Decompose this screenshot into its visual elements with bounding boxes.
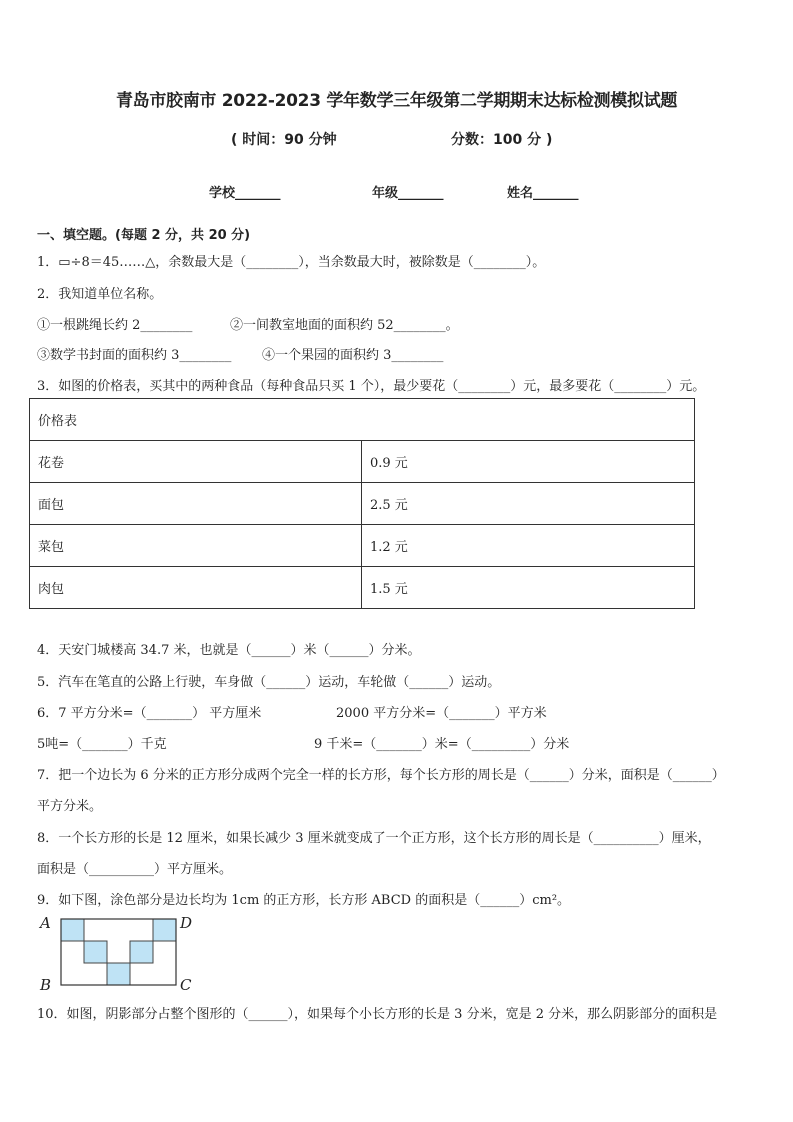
question-6-part-1: 6．7 平方分米=（_______） 平方厘米: [37, 706, 262, 721]
question-2-part-1: ①一根跳绳长约 2________: [37, 318, 193, 333]
question-6-part-2: 2000 平方分米=（_______）平方米: [336, 706, 547, 721]
question-6-part-3: 5吨=（_______）千克: [37, 737, 167, 752]
table-cell-price: 1.5 元: [362, 567, 695, 609]
question-8: 8．一个长方形的长是 12 厘米，如果长减少 3 厘米就变成了一个正方形，这个长方形的周长是（__________）厘米，: [37, 831, 711, 846]
exam-time: ( 时间：90 分钟: [231, 132, 337, 148]
question-8-continued: 面积是（__________）平方厘米。: [37, 862, 233, 877]
grade-field: 年级_______: [372, 186, 444, 201]
question-2-part-2: ②一间教室地面的面积约 52________。: [230, 318, 459, 333]
question-7: 7．把一个边长为 6 分米的正方形分成两个完全一样的长方形，每个长方形的周长是（______）分米，面积是（______）: [37, 768, 725, 783]
table-cell-price: 2.5 元: [362, 483, 695, 525]
exam-score: 分数：100 分 ): [451, 132, 553, 148]
shaded-square: [130, 941, 153, 963]
price-table-header: 价格表: [30, 399, 695, 441]
name-field: 姓名_______: [507, 186, 579, 201]
question-1: 1．▭÷8＝45……△，余数最大是（________），当余数最大时，被除数是（________）。: [37, 255, 546, 270]
shaded-square: [84, 941, 107, 963]
question-2-part-4: ④一个果园的面积约 3________: [262, 348, 444, 363]
shaded-square: [107, 963, 130, 985]
question-6-part-4: 9 千米=（_______）米=（_________）分米: [314, 737, 570, 752]
school-field: 学校_______: [209, 186, 281, 201]
question-5: 5．汽车在笔直的公路上行驶，车身做（______）运动，车轮做（______）运动。: [37, 675, 501, 690]
shaded-square: [153, 919, 176, 941]
rectangle-abcd-figure: [36, 910, 206, 996]
table-cell-item: 花卷: [30, 441, 362, 483]
section-heading: 一、填空题。(每题 2 分，共 20 分): [37, 228, 251, 243]
table-cell-item: 菜包: [30, 525, 362, 567]
table-cell-item: 肉包: [30, 567, 362, 609]
question-7-continued: 平方分米。: [37, 799, 103, 814]
price-table: [29, 398, 695, 609]
question-2-part-3: ③数学书封面的面积约 3________: [37, 348, 232, 363]
label-d: D: [180, 914, 193, 932]
question-2: 2．我知道单位名称。: [37, 287, 163, 302]
question-9: 9．如下图，涂色部分是边长均为 1cm 的正方形，长方形 ABCD 的面积是（______）cm²。: [37, 893, 571, 908]
page-title: 青岛市胶南市 2022-2023 学年数学三年级第二学期期末达标检测模拟试题: [115, 91, 678, 111]
label-c: C: [180, 976, 192, 994]
label-a: A: [40, 914, 51, 932]
table-cell-item: 面包: [30, 483, 362, 525]
table-cell-price: 0.9 元: [362, 441, 695, 483]
shaded-square: [61, 919, 84, 941]
question-4: 4．天安门城楼高 34.7 米，也就是（______）米（______）分米。: [37, 643, 421, 658]
label-b: B: [40, 976, 52, 994]
question-10: 10．如图，阴影部分占整个图形的（______），如果每个小长方形的长是 3 分米，宽是 2 分米，那么阴影部分的面积是: [37, 1007, 718, 1022]
question-3: 3．如图的价格表，买其中的两种食品（每种食品只买 1 个），最少要花（________）元，最多要花（________）元。: [37, 379, 706, 394]
table-cell-price: 1.2 元: [362, 525, 695, 567]
